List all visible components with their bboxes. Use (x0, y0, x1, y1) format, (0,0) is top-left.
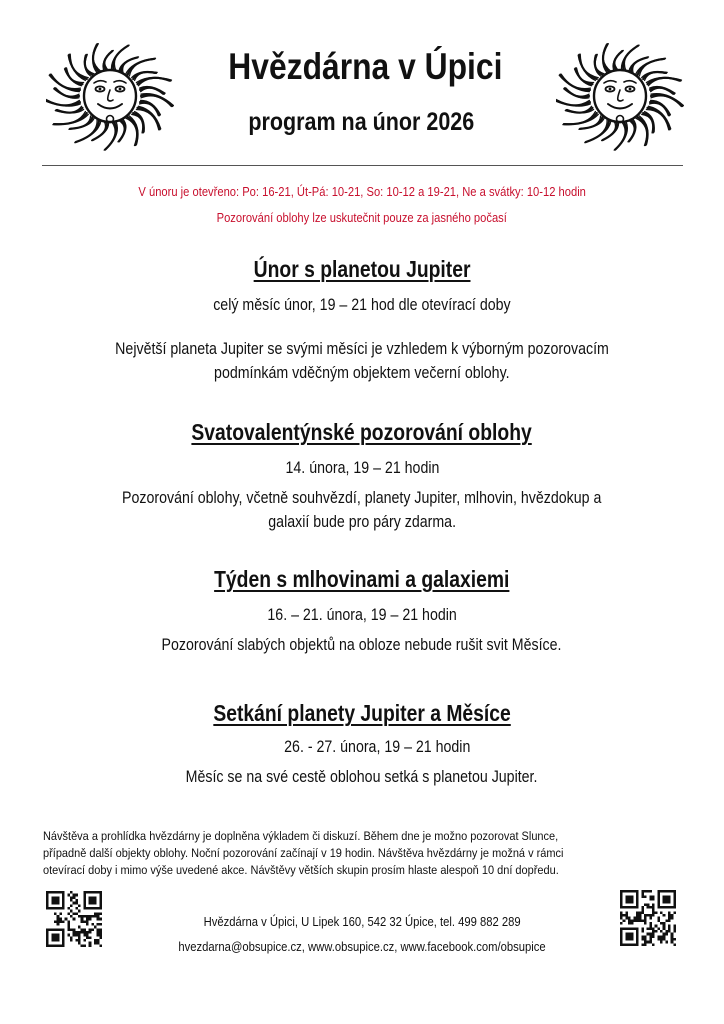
header-divider (42, 165, 683, 166)
visit-note-line: případně další objekty oblohy. Noční pozorování začínají v 19 hodin. Návštěva hvězdárny je možná v rámci (43, 846, 564, 860)
event-description: podmínkám vděčným objektem večerní oblohy. (214, 364, 510, 382)
event-when: 14. února, 19 – 21 hodin (285, 459, 439, 477)
event-description: Největší planeta Jupiter se svými měsíci je vzhledem k výborným pozorovacím (115, 340, 609, 358)
weather-note: Pozorování oblohy lze uskutečnit pouze za jasného počasí (216, 210, 508, 225)
event-description: Pozorování oblohy, včetně souhvězdí, planety Jupiter, mlhovin, hvězdokup a (122, 489, 602, 507)
event-description: Měsíc se na své cestě oblohou setká s planetou Jupiter. (186, 768, 538, 786)
event-when: celý měsíc únor, 19 – 21 hod dle otevírací doby (213, 296, 511, 314)
footer-contacts[interactable]: hvezdarna@obsupice.cz, www.obsupice.cz, www.facebook.com/obsupice (178, 940, 546, 954)
visit-note-line: Návštěva a prohlídka hvězdárny je doplněna výkladem či diskuzí. Během dne je možno pozorovat Slunce, (43, 829, 559, 843)
event-title: Únor s planetou Jupiter (253, 256, 471, 282)
event-title: Týden s mlhovinami a galaxiemi (214, 566, 510, 592)
footer-address: Hvězdárna v Úpici, U Lipek 160, 542 32 Úpice, tel. 499 882 289 (203, 915, 521, 929)
event-description: galaxií bude pro páry zdarma. (268, 513, 456, 531)
opening-hours: V únoru je otevřeno: Po: 16-21, Út-Pá: 10-21, So: 10-12 a 19-21, Ne a svátky: 10-12 hodin (138, 184, 586, 199)
event-title: Setkání planety Jupiter a Měsíce (213, 700, 511, 726)
page-subtitle: program na únor 2026 (248, 108, 474, 136)
page-title: Hvězdárna v Úpici (227, 46, 503, 87)
event-when: 26. - 27. února, 19 – 21 hodin (283, 738, 471, 756)
visit-note-line: otevírací doby i mimo výše uvedené akce. Návštěvy větších skupin prosím hlaste alespoň 10 dní dopředu. (43, 863, 559, 877)
visit-note (43, 828, 683, 879)
event-description: Pozorování slabých objektů na obloze nebude rušit svit Měsíce. (162, 636, 562, 654)
event-when: 16. – 21. února, 19 – 21 hodin (267, 606, 457, 624)
event-title: Svatovalentýnské pozorování oblohy (191, 419, 533, 445)
